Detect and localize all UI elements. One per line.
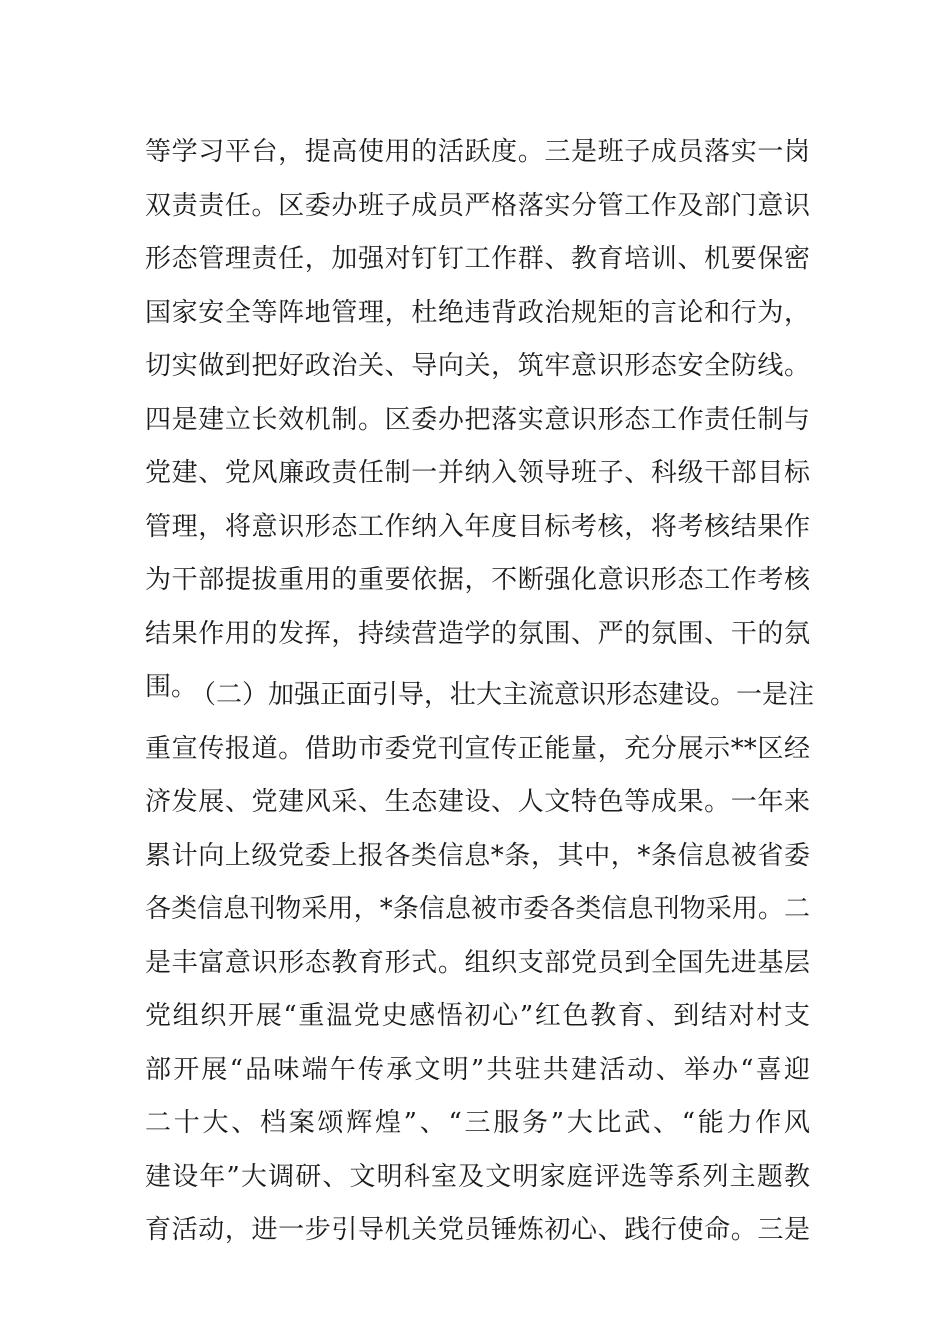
paragraph-line: 党建、党风廉政责任制一并纳入领导班子、科级干部目标 (145, 458, 810, 488)
paragraph-line: 建设年”大调研、文明科室及文明家庭评选等系列主题教 (145, 1161, 810, 1192)
paragraph-line: 各类信息刊物采用，*条信息被市委各类信息刊物采用。二 (145, 894, 810, 924)
paragraph-line: 是丰富意识形态教育形式。组织支部党员到全国先进基层 (145, 947, 810, 978)
paragraph-line: 二十大、档案颂辉煌”、“三服务”大比武、“能力作风 (145, 1108, 810, 1138)
paragraph-line: 四是建立长效机制。区委办把落实意识形态工作责任制与 (145, 404, 810, 435)
paragraph-line: 切实做到把好政治关、导向关，筑牢意识形态安全防线。 (145, 351, 810, 381)
paragraph-line: 育活动，进一步引导机关党员锤炼初心、践行使命。三是 (145, 1215, 810, 1245)
paragraph-line: 等学习平台，提高使用的活跃度。三是班子成员落实一岗 (145, 137, 810, 167)
paragraph-line: 累计向上级党委上报各类信息*条，其中，*条信息被省委 (145, 840, 810, 871)
paragraph-1 (145, 126, 810, 715)
paragraph-line: 双责责任。区委办班子成员严格落实分管工作及部门意识 (145, 190, 810, 221)
paragraph-line: 济发展、党建风采、生态建设、人文特色等成果。一年来 (145, 787, 810, 817)
paragraph-line: 重宣传报道。借助市委党刊宣传正能量，充分展示**区经 (145, 733, 810, 764)
paragraph-line: 部开展“品味端午传承文明”共驻共建活动、举办“喜迎 (145, 1054, 810, 1085)
paragraph-line: 国家安全等阵地管理，杜绝违背政治规矩的言论和行为， (145, 297, 810, 328)
paragraph-2 (145, 669, 815, 1258)
paragraph-line: 结果作用的发挥，持续营造学的氛围、严的氛围、干的氛 (145, 618, 810, 649)
paragraph-line: （二）加强正面引导，壮大主流意识形态建设。一是注 (190, 680, 815, 710)
paragraph-line: 管理，将意识形态工作纳入年度目标考核，将考核结果作 (145, 511, 810, 542)
paragraph-line: 为干部提拔重用的重要依据，不断强化意识形态工作考核 (145, 565, 810, 595)
paragraph-line: 形态管理责任，加强对钉钉工作群、教育培训、机要保密 (145, 244, 810, 274)
paragraph-line: 围。 (145, 672, 198, 702)
paragraph-line: 党组织开展“重温党史感悟初心”红色教育、到结对村支 (145, 1001, 810, 1031)
